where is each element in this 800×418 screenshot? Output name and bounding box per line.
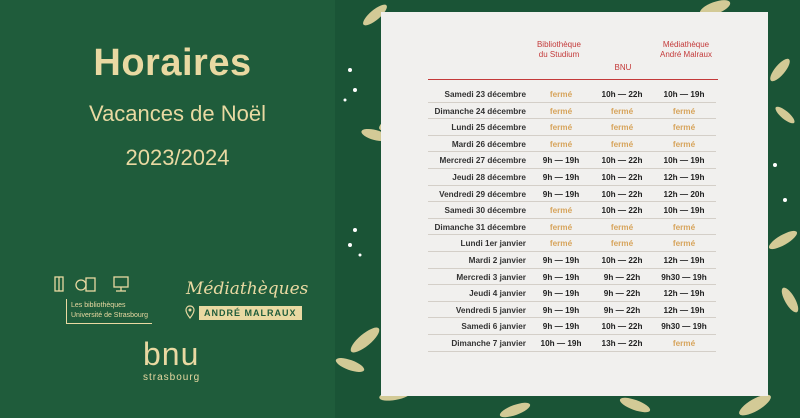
day: Mercredi 27 décembre [439, 156, 526, 166]
studium-cell: fermé [549, 123, 573, 133]
studium-cell: fermé [549, 139, 573, 149]
malraux-cell: fermé [672, 222, 696, 232]
malraux-cell: fermé [672, 239, 696, 249]
bnu-cell: 10h — 22h [601, 90, 643, 99]
malraux-cell: fermé [672, 123, 696, 133]
bnu-cell: fermé [610, 239, 634, 249]
table-row [428, 86, 716, 103]
day: Vendredi 29 décembre [439, 189, 526, 199]
bnu-logo: bnu [143, 336, 200, 372]
col-header-studium-line2: du Studium [538, 50, 580, 59]
studium-cell: fermé [549, 106, 573, 116]
table-row [428, 186, 716, 203]
studium-cell: 9h — 19h [542, 272, 580, 282]
bnu-cell: 10h — 22h [601, 156, 643, 166]
table-row [428, 302, 716, 319]
col-header-studium [528, 40, 590, 60]
day: Samedi 6 janvier [461, 322, 526, 332]
bnu-cell: fermé [610, 139, 634, 149]
bnu-cell: 9h — 22h [603, 305, 641, 315]
studium-cell: 9h — 19h [542, 189, 580, 199]
header-divider [428, 79, 718, 80]
studium-cell: 9h — 19h [542, 322, 580, 332]
library-logo-line2: Université de Strasbourg [71, 312, 149, 319]
studium-cell: 9h — 19h [542, 173, 580, 182]
table-row [428, 152, 716, 169]
day: Jeudi 4 janvier [469, 289, 526, 299]
bnu-cell: fermé [610, 123, 634, 133]
malraux-cell: 10h — 19h [663, 90, 705, 99]
malraux-badge: ANDRÉ MALRAUX [199, 306, 302, 320]
day: Mercredi 3 janvier [456, 272, 526, 282]
studium-cell: 10h — 19h [540, 339, 582, 348]
bnu-cell: 10h — 22h [601, 206, 643, 216]
location-pin-icon [185, 305, 195, 319]
season: 2023/2024 [125, 145, 230, 170]
col-header-malraux-line2: André Malraux [659, 50, 713, 59]
bnu-cell: 10h — 22h [601, 256, 643, 265]
bnu-cell: fermé [610, 106, 634, 116]
studium-cell: fermé [549, 222, 573, 232]
bnu-cell: 10h — 22h [601, 322, 643, 332]
malraux-cell: 10h — 19h [663, 206, 705, 216]
table-row [428, 269, 716, 286]
col-header-malraux-line1: Médiathèque [662, 40, 710, 49]
bnu-cell: 9h — 22h [603, 272, 641, 282]
table-row [428, 219, 716, 236]
table-row [428, 103, 716, 120]
studium-cell: fermé [549, 206, 573, 216]
bnu-cell: 13h — 22h [601, 339, 643, 348]
library-logo-line1: Les bibliothèques [71, 302, 126, 309]
day: Jeudi 28 décembre [452, 173, 526, 182]
library-logo-text [66, 299, 152, 324]
malraux-cell: 12h — 19h [663, 173, 705, 182]
day: Mardi 26 décembre [451, 139, 526, 149]
table-row [428, 335, 716, 352]
col-header-malraux [650, 40, 722, 60]
malraux-cell: 9h30 — 19h [661, 322, 707, 332]
day: Samedi 23 décembre [444, 90, 526, 99]
table-row [428, 202, 716, 219]
bnu-logo-subtitle: strasbourg [143, 372, 201, 383]
table-row [428, 252, 716, 269]
day: Dimanche 7 janvier [451, 339, 526, 348]
table-row [428, 119, 716, 136]
malraux-cell: 12h — 19h [663, 256, 705, 265]
subtitle: Vacances de Noël [89, 101, 266, 126]
table-row [428, 136, 716, 153]
library-logo-icon [52, 274, 137, 294]
malraux-cell: fermé [672, 106, 696, 116]
mediatheques-logo: Médiathèques [186, 279, 309, 299]
day: Lundi 1er janvier [460, 239, 526, 249]
malraux-cell: fermé [672, 139, 696, 149]
malraux-cell: 12h — 20h [663, 189, 705, 199]
day: Dimanche 31 décembre [434, 222, 526, 232]
studium-cell: fermé [549, 90, 573, 99]
table-row [428, 169, 716, 186]
table-row [428, 318, 716, 335]
bnu-cell: 9h — 22h [603, 289, 641, 299]
bnu-cell: 10h — 22h [601, 173, 643, 182]
malraux-cell: fermé [672, 339, 696, 348]
day: Dimanche 24 décembre [434, 106, 526, 116]
studium-cell: 9h — 19h [542, 289, 580, 299]
table-row [428, 285, 716, 302]
day: Lundi 25 décembre [451, 123, 526, 133]
malraux-cell: 12h — 19h [663, 305, 705, 315]
bnu-cell: fermé [610, 222, 634, 232]
malraux-cell: 10h — 19h [663, 156, 705, 166]
col-header-bnu: BNU [614, 63, 632, 72]
page-title: Horaires [93, 42, 252, 84]
studium-cell: 9h — 19h [542, 256, 580, 265]
day: Vendredi 5 janvier [455, 305, 526, 315]
day: Mardi 2 janvier [468, 256, 526, 265]
malraux-cell: 12h — 19h [663, 289, 705, 299]
studium-cell: fermé [549, 239, 573, 249]
day: Samedi 30 décembre [444, 206, 526, 216]
table-row [428, 235, 716, 252]
studium-cell: 9h — 19h [542, 305, 580, 315]
studium-cell: 9h — 19h [542, 156, 580, 166]
malraux-cell: 9h30 — 19h [661, 272, 707, 282]
col-header-studium-line1: Bibliothèque [536, 40, 582, 49]
bnu-cell: 10h — 22h [601, 189, 643, 199]
